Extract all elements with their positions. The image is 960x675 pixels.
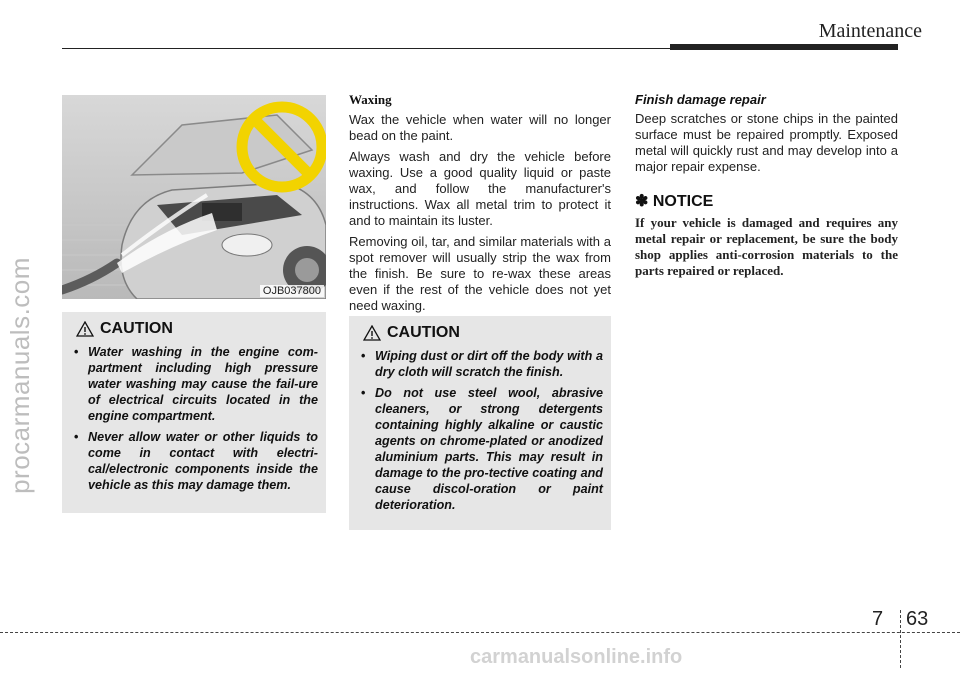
waxing-paragraph: Wax the vehicle when water will no longer bead on the paint. bbox=[349, 112, 611, 143]
warning-triangle-icon bbox=[76, 321, 94, 337]
caution-item: • Never allow water or other liquids to come in contact with electri-cal/electronic components inside the vehicle as this may damage them. bbox=[72, 429, 318, 493]
engine-wash-illustration bbox=[62, 95, 326, 299]
bottom-watermark: carmanualsonline.info bbox=[470, 646, 683, 668]
caution-header bbox=[349, 316, 611, 348]
finish-repair-section bbox=[635, 92, 898, 279]
headlight bbox=[222, 234, 272, 256]
caution-list bbox=[349, 348, 611, 513]
header-rule bbox=[62, 48, 672, 49]
chapter-number: 7 bbox=[872, 608, 884, 630]
notice-body: If your vehicle is damaged and requires any metal repair or replacement, be sure the body shop applies anti-corrosion materials to the parts repaired or replaced. bbox=[635, 215, 898, 278]
caution-header bbox=[62, 312, 326, 344]
waxing-paragraph: Removing oil, tar, and similar materials with a spot remover will usually strip the wax from the finish. Be sure to re-wax these areas even if the rest of the vehicle does not yet need waxing. bbox=[349, 234, 611, 313]
waxing-paragraph: Always wash and dry the vehicle before waxing. Use a good quality liquid or paste wax, and follow the manufacturer's instructions. Wax all metal trim to protect it and to maintain its luster. bbox=[349, 149, 611, 228]
caution-title: CAUTION bbox=[100, 320, 173, 337]
caution-box-engine-wash bbox=[62, 312, 326, 513]
caution-item: • Do not use steel wool, abrasive cleaners, or strong detergents containing highly alkaline or caustic agents on chrome-plated or anodized aluminium parts. This may result in damage to the pro-tective coating and cause discol-oration or paint deterioration. bbox=[359, 385, 603, 513]
page-number: 63 bbox=[906, 608, 929, 630]
finish-repair-heading: Finish damage repair bbox=[635, 92, 766, 107]
caution-list bbox=[62, 344, 326, 493]
notice-title: ✽ NOTICE bbox=[635, 193, 714, 210]
side-watermark-text: procarmanuals.com bbox=[4, 256, 35, 494]
section-title: Maintenance bbox=[818, 20, 922, 42]
caution-item: • Wiping dust or dirt off the body with a dry cloth will scratch the finish. bbox=[359, 348, 603, 380]
caution-item: • Water washing in the engine com-partment including high pressure water washing may cause the fail-ure of electrical circuits located in the engine compartment. bbox=[72, 344, 318, 424]
caution-title: CAUTION bbox=[387, 324, 460, 341]
waxing-section bbox=[349, 92, 611, 319]
warning-triangle-icon bbox=[363, 325, 381, 341]
illustration-drawing bbox=[62, 95, 326, 299]
figure-code: OJB037800 bbox=[260, 285, 324, 297]
side-watermark bbox=[2, 215, 38, 535]
finish-repair-paragraph: Deep scratches or stone chips in the painted surface must be repaired promptly. Exposed metal will quickly rust and may develop into a major repair expense. bbox=[635, 111, 898, 174]
header-rule-accent bbox=[670, 44, 898, 50]
footer-divider bbox=[900, 610, 901, 668]
caution-box-cleaning bbox=[349, 316, 611, 530]
waxing-heading: Waxing bbox=[349, 92, 392, 107]
footer-rule bbox=[0, 632, 960, 633]
